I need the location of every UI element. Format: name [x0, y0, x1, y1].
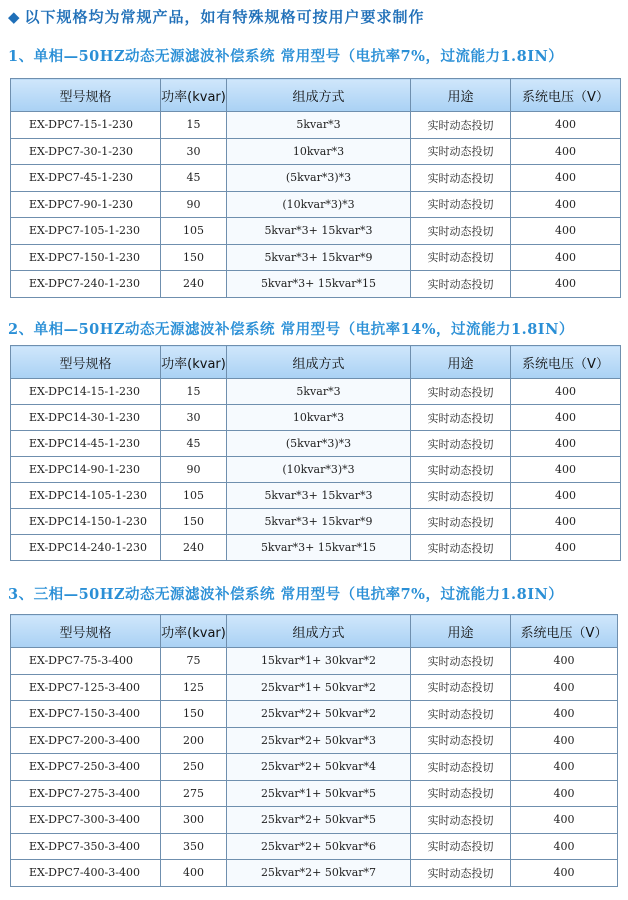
cell-power: 30 [161, 405, 227, 431]
cell-model: EX-DPC7-15-1-230 [11, 112, 161, 139]
cell-usage: 实时动态投切 [411, 165, 511, 192]
cell-composition: 5kvar*3+ 15kvar*3 [227, 218, 411, 245]
cell-usage: 实时动态投切 [411, 648, 511, 675]
cell-model: EX-DPC7-350-3-400 [11, 833, 161, 860]
header-voltage: 系统电压（V） [511, 79, 621, 112]
cell-composition: 25kvar*1+ 50kvar*2 [227, 674, 411, 701]
cell-usage: 实时动态投切 [411, 754, 511, 781]
cell-composition: 5kvar*3+ 15kvar*9 [227, 509, 411, 535]
cell-usage: 实时动态投切 [411, 833, 511, 860]
cell-power: 90 [161, 457, 227, 483]
table-row [11, 535, 621, 561]
cell-model: EX-DPC7-275-3-400 [11, 780, 161, 807]
cell-voltage: 400 [511, 271, 621, 298]
cell-usage: 实时动态投切 [411, 431, 511, 457]
cell-composition: 5kvar*3+ 15kvar*15 [227, 271, 411, 298]
table-row [11, 405, 621, 431]
cell-power: 300 [161, 807, 227, 834]
cell-model: EX-DPC14-90-1-230 [11, 457, 161, 483]
cell-voltage: 400 [511, 405, 621, 431]
cell-composition: 25kvar*2+ 50kvar*2 [227, 701, 411, 728]
cell-usage: 实时动态投切 [411, 483, 511, 509]
cell-voltage: 400 [511, 165, 621, 192]
cell-usage: 实时动态投切 [411, 780, 511, 807]
cell-model: EX-DPC14-15-1-230 [11, 379, 161, 405]
table-row [11, 701, 618, 728]
table-row [11, 483, 621, 509]
section-1-title: 1、单相—50HZ动态无源滤波补偿系统 常用型号（电抗率7%，过流能力1.8IN） [8, 48, 564, 65]
cell-usage: 实时动态投切 [411, 405, 511, 431]
table-row [11, 191, 621, 218]
cell-voltage: 400 [511, 138, 621, 165]
cell-power: 150 [161, 244, 227, 271]
cell-usage: 实时动态投切 [411, 191, 511, 218]
spec-table-3 [10, 614, 618, 887]
cell-usage: 实时动态投切 [411, 727, 511, 754]
cell-model: EX-DPC7-200-3-400 [11, 727, 161, 754]
cell-usage: 实时动态投切 [411, 860, 511, 887]
cell-model: EX-DPC7-90-1-230 [11, 191, 161, 218]
cell-voltage: 400 [511, 218, 621, 245]
table-row [11, 457, 621, 483]
cell-model: EX-DPC7-250-3-400 [11, 754, 161, 781]
cell-power: 275 [161, 780, 227, 807]
header-model: 型号规格 [11, 79, 161, 112]
header-usage: 用途 [411, 346, 511, 379]
cell-power: 105 [161, 483, 227, 509]
cell-voltage: 400 [511, 674, 618, 701]
header-usage: 用途 [411, 615, 511, 648]
cell-composition: 25kvar*2+ 50kvar*6 [227, 833, 411, 860]
header-power: 功率(kvar) [161, 615, 227, 648]
cell-usage: 实时动态投切 [411, 457, 511, 483]
cell-composition: 25kvar*2+ 50kvar*3 [227, 727, 411, 754]
cell-model: EX-DPC7-150-3-400 [11, 701, 161, 728]
cell-model: EX-DPC14-150-1-230 [11, 509, 161, 535]
cell-model: EX-DPC7-75-3-400 [11, 648, 161, 675]
cell-usage: 实时动态投切 [411, 112, 511, 139]
table-row [11, 218, 621, 245]
cell-voltage: 400 [511, 112, 621, 139]
cell-model: EX-DPC14-45-1-230 [11, 431, 161, 457]
cell-power: 30 [161, 138, 227, 165]
table-row [11, 860, 618, 887]
cell-composition: 5kvar*3 [227, 112, 411, 139]
table-row [11, 754, 618, 781]
cell-composition: (10kvar*3)*3 [227, 457, 411, 483]
cell-usage: 实时动态投切 [411, 807, 511, 834]
cell-composition: 10kvar*3 [227, 405, 411, 431]
header-voltage: 系统电压（V） [511, 615, 618, 648]
cell-model: EX-DPC7-125-3-400 [11, 674, 161, 701]
cell-composition: 25kvar*2+ 50kvar*5 [227, 807, 411, 834]
table-row [11, 509, 621, 535]
cell-model: EX-DPC14-240-1-230 [11, 535, 161, 561]
cell-voltage: 400 [511, 535, 621, 561]
cell-voltage: 400 [511, 509, 621, 535]
cell-usage: 实时动态投切 [411, 271, 511, 298]
table-header-row [11, 615, 618, 648]
spec-table-1 [10, 78, 621, 298]
cell-usage: 实时动态投切 [411, 244, 511, 271]
table-header-row [11, 79, 621, 112]
cell-power: 150 [161, 701, 227, 728]
header-composition: 组成方式 [227, 346, 411, 379]
table-row [11, 271, 621, 298]
header-power: 功率(kvar) [161, 346, 227, 379]
cell-power: 400 [161, 860, 227, 887]
cell-voltage: 400 [511, 431, 621, 457]
cell-power: 240 [161, 535, 227, 561]
cell-composition: (10kvar*3)*3 [227, 191, 411, 218]
table-row [11, 727, 618, 754]
cell-usage: 实时动态投切 [411, 535, 511, 561]
table-row [11, 138, 621, 165]
cell-model: EX-DPC7-150-1-230 [11, 244, 161, 271]
cell-composition: 25kvar*2+ 50kvar*7 [227, 860, 411, 887]
cell-usage: 实时动态投切 [411, 701, 511, 728]
cell-power: 150 [161, 509, 227, 535]
cell-power: 105 [161, 218, 227, 245]
cell-power: 200 [161, 727, 227, 754]
table-row [11, 112, 621, 139]
cell-voltage: 400 [511, 244, 621, 271]
cell-power: 125 [161, 674, 227, 701]
cell-voltage: 400 [511, 457, 621, 483]
cell-voltage: 400 [511, 780, 618, 807]
table-header-row [11, 346, 621, 379]
spec-table-2 [10, 345, 621, 561]
cell-power: 15 [161, 112, 227, 139]
cell-usage: 实时动态投切 [411, 138, 511, 165]
cell-model: EX-DPC7-30-1-230 [11, 138, 161, 165]
header-model: 型号规格 [11, 615, 161, 648]
cell-composition: 5kvar*3+ 15kvar*15 [227, 535, 411, 561]
table-row [11, 807, 618, 834]
cell-composition: (5kvar*3)*3 [227, 431, 411, 457]
cell-model: EX-DPC14-105-1-230 [11, 483, 161, 509]
cell-composition: 25kvar*2+ 50kvar*4 [227, 754, 411, 781]
cell-power: 75 [161, 648, 227, 675]
cell-composition: 10kvar*3 [227, 138, 411, 165]
cell-composition: (5kvar*3)*3 [227, 165, 411, 192]
section-2-title: 2、单相—50HZ动态无源滤波补偿系统 常用型号（电抗率14%，过流能力1.8IN） [8, 321, 574, 338]
cell-power: 45 [161, 165, 227, 192]
cell-power: 250 [161, 754, 227, 781]
table-row [11, 244, 621, 271]
diamond-icon: ◆ [8, 8, 21, 26]
header-usage: 用途 [411, 79, 511, 112]
header-voltage: 系统电压（V） [511, 346, 621, 379]
header-composition: 组成方式 [227, 615, 411, 648]
table-row [11, 431, 621, 457]
header-power: 功率(kvar) [161, 79, 227, 112]
header-model: 型号规格 [11, 346, 161, 379]
cell-power: 45 [161, 431, 227, 457]
cell-model: EX-DPC7-105-1-230 [11, 218, 161, 245]
cell-voltage: 400 [511, 191, 621, 218]
cell-voltage: 400 [511, 483, 621, 509]
cell-voltage: 400 [511, 727, 618, 754]
cell-usage: 实时动态投切 [411, 218, 511, 245]
cell-voltage: 400 [511, 833, 618, 860]
header-composition: 组成方式 [227, 79, 411, 112]
cell-power: 350 [161, 833, 227, 860]
section-3-title: 3、三相—50HZ动态无源滤波补偿系统 常用型号（电抗率7%，过流能力1.8IN） [8, 586, 564, 603]
cell-voltage: 400 [511, 379, 621, 405]
cell-power: 240 [161, 271, 227, 298]
cell-voltage: 400 [511, 701, 618, 728]
cell-power: 90 [161, 191, 227, 218]
intro-line [8, 6, 425, 27]
table-row [11, 780, 618, 807]
cell-usage: 实时动态投切 [411, 379, 511, 405]
cell-composition: 5kvar*3 [227, 379, 411, 405]
cell-model: EX-DPC7-45-1-230 [11, 165, 161, 192]
cell-composition: 25kvar*1+ 50kvar*5 [227, 780, 411, 807]
cell-model: EX-DPC7-240-1-230 [11, 271, 161, 298]
cell-usage: 实时动态投切 [411, 674, 511, 701]
intro-text: 以下规格均为常规产品，如有特殊规格可按用户要求制作 [24, 8, 425, 26]
cell-voltage: 400 [511, 807, 618, 834]
cell-voltage: 400 [511, 860, 618, 887]
cell-model: EX-DPC7-400-3-400 [11, 860, 161, 887]
table-row [11, 379, 621, 405]
table-row [11, 165, 621, 192]
cell-power: 15 [161, 379, 227, 405]
cell-composition: 15kvar*1+ 30kvar*2 [227, 648, 411, 675]
cell-model: EX-DPC7-300-3-400 [11, 807, 161, 834]
table-row [11, 674, 618, 701]
cell-model: EX-DPC14-30-1-230 [11, 405, 161, 431]
cell-composition: 5kvar*3+ 15kvar*3 [227, 483, 411, 509]
cell-usage: 实时动态投切 [411, 509, 511, 535]
cell-voltage: 400 [511, 754, 618, 781]
cell-voltage: 400 [511, 648, 618, 675]
table-row [11, 833, 618, 860]
cell-composition: 5kvar*3+ 15kvar*9 [227, 244, 411, 271]
table-row [11, 648, 618, 675]
